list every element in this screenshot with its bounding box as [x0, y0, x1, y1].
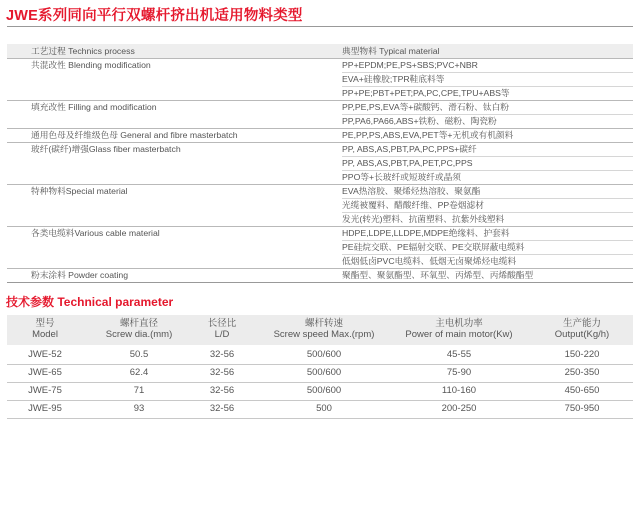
- material-name: PPO等+长玻纤或短玻纤或晶须: [342, 172, 461, 182]
- material-row: [7, 114, 633, 128]
- material-row: [7, 86, 633, 100]
- param-row-divider: [7, 418, 633, 419]
- param-cell: JWE-52: [28, 349, 62, 360]
- param-header-row: [7, 315, 633, 345]
- param-cell: 32-56: [209, 367, 235, 378]
- param-cell: 450-650: [564, 385, 600, 396]
- material-name: PP,PA6,PA66,ABS+铁粉、磁粉、陶瓷粉: [342, 116, 497, 126]
- param-cell: JWE-95: [28, 403, 62, 414]
- title-rule: [7, 26, 633, 27]
- header-en: Screw dia.(mm): [105, 329, 173, 340]
- param-cell: 150-220: [564, 349, 600, 360]
- material-row: [7, 72, 633, 86]
- param-row: [7, 346, 633, 364]
- material-name: 光缆被覆料、醋酸纤维、PP卷烟滤材: [342, 200, 484, 210]
- material-name: 聚酯型、聚氨酯型、环氧型、丙烯型、丙烯酸酯型: [342, 270, 534, 280]
- param-header-cell: [379, 318, 539, 340]
- param-cell: 32-56: [209, 403, 235, 414]
- material-name: EVA热溶胶、聚烯烃热溶胶、聚氨酯: [342, 186, 481, 196]
- header-cn: 生产能力: [562, 318, 601, 329]
- material-row: [7, 226, 633, 240]
- process-name: 通用色母及纤维级色母 General and fibre masterbatch: [31, 130, 238, 140]
- material-name: PP, ABS,AS,PBT,PA,PC,PPS+碳纤: [342, 144, 477, 154]
- param-header-cell: [10, 318, 80, 340]
- param-cell: 32-56: [209, 385, 235, 396]
- material-row: [7, 128, 633, 142]
- material-row: [7, 142, 633, 156]
- header-en: Screw speed Max.(rpm): [273, 329, 375, 340]
- param-cell: 500/600: [306, 349, 342, 360]
- process-header: 工艺过程 Technics process: [31, 46, 135, 56]
- param-cell: 200-250: [441, 403, 477, 414]
- param-cell: 45-55: [446, 349, 472, 360]
- param-row: [7, 400, 633, 418]
- tech-parameter-title: 技术参数 Technical parameter: [6, 295, 174, 309]
- material-name: PP+PE;PBT+PET;PA,PC,CPE,TPU+ABS等: [342, 88, 510, 98]
- param-cell: 250-350: [564, 367, 600, 378]
- param-cell: 500/600: [306, 385, 342, 396]
- process-name: 填充改性 Filling and modification: [31, 102, 157, 112]
- param-cell: JWE-75: [28, 385, 62, 396]
- param-cell: 750-950: [564, 403, 600, 414]
- param-row: [7, 382, 633, 400]
- header-en: Power of main motor(Kw): [405, 329, 513, 340]
- material-row: [7, 156, 633, 170]
- param-header-cell: [192, 318, 252, 340]
- param-header-cell: [532, 318, 632, 340]
- header-en: Output(Kg/h): [554, 329, 610, 340]
- header-en: L/D: [214, 329, 230, 340]
- material-name: PE硅烷交联、PE辐射交联、PE交联屏蔽电缆料: [342, 242, 525, 252]
- material-name: HDPE,LDPE,LLDPE,MDPE绝缘料、护套料: [342, 228, 510, 238]
- material-row: [7, 170, 633, 184]
- param-cell: JWE-65: [28, 367, 62, 378]
- material-row: [7, 58, 633, 72]
- page-title: JWE系列同向平行双螺杆挤出机适用物料类型: [6, 8, 303, 24]
- materials-header-row: [7, 44, 633, 58]
- param-header-cell: [249, 318, 399, 340]
- material-row: [7, 240, 633, 254]
- param-cell: 50.5: [129, 349, 149, 360]
- table-bottom-rule: [7, 282, 633, 283]
- param-cell: 110-160: [441, 385, 477, 396]
- header-cn: 螺杆直径: [119, 318, 158, 329]
- param-cell: 62.4: [129, 367, 149, 378]
- material-row: [7, 184, 633, 198]
- header-cn: 主电机功率: [435, 318, 483, 329]
- header-cn: 螺杆转速: [304, 318, 343, 329]
- header-en: Model: [32, 329, 58, 340]
- header-cn: 型号: [35, 318, 55, 329]
- material-name: PP,PE,PS,EVA等+碳酸钙、滑石粉、钛白粉: [342, 102, 509, 112]
- material-name: PP, ABS,AS,PBT,PA,PET,PC,PPS: [342, 158, 473, 168]
- material-row: [7, 268, 633, 282]
- header-cn: 长径比: [207, 318, 237, 329]
- param-cell: 93: [133, 403, 145, 414]
- material-row: [7, 254, 633, 268]
- param-cell: 75-90: [446, 367, 472, 378]
- process-name: 特种物料Special material: [31, 186, 128, 196]
- material-name: EVA+硅橡胶;TPR鞋底料等: [342, 74, 445, 84]
- process-name: 玻纤(碳纤)增强Glass fiber masterbatch: [31, 144, 181, 154]
- param-cell: 500/600: [306, 367, 342, 378]
- material-row: [7, 198, 633, 212]
- param-cell: 71: [133, 385, 145, 396]
- param-header-cell: [84, 318, 194, 340]
- material-name: PP+EPDM;PE,PS+SBS;PVC+NBR: [342, 60, 478, 70]
- material-row: [7, 212, 633, 226]
- material-name: PE,PP,PS,ABS,EVA,PET等+无机或有机颜料: [342, 130, 514, 140]
- material-name: 低烟低卤PVC电缆料、低烟无卤聚烯烃电缆料: [342, 256, 517, 266]
- process-name: 共混改性 Blending modification: [31, 60, 151, 70]
- material-header: 典型物料 Typical material: [342, 46, 440, 56]
- param-cell: 32-56: [209, 349, 235, 360]
- process-name: 粉末涂料 Powder coating: [31, 270, 129, 280]
- param-row: [7, 364, 633, 382]
- process-name: 各类电缆料Various cable material: [31, 228, 160, 238]
- material-name: 发光(转光)塑料、抗菌塑料、抗紫外线塑料: [342, 214, 505, 224]
- param-cell: 500: [316, 403, 332, 414]
- material-row: [7, 100, 633, 114]
